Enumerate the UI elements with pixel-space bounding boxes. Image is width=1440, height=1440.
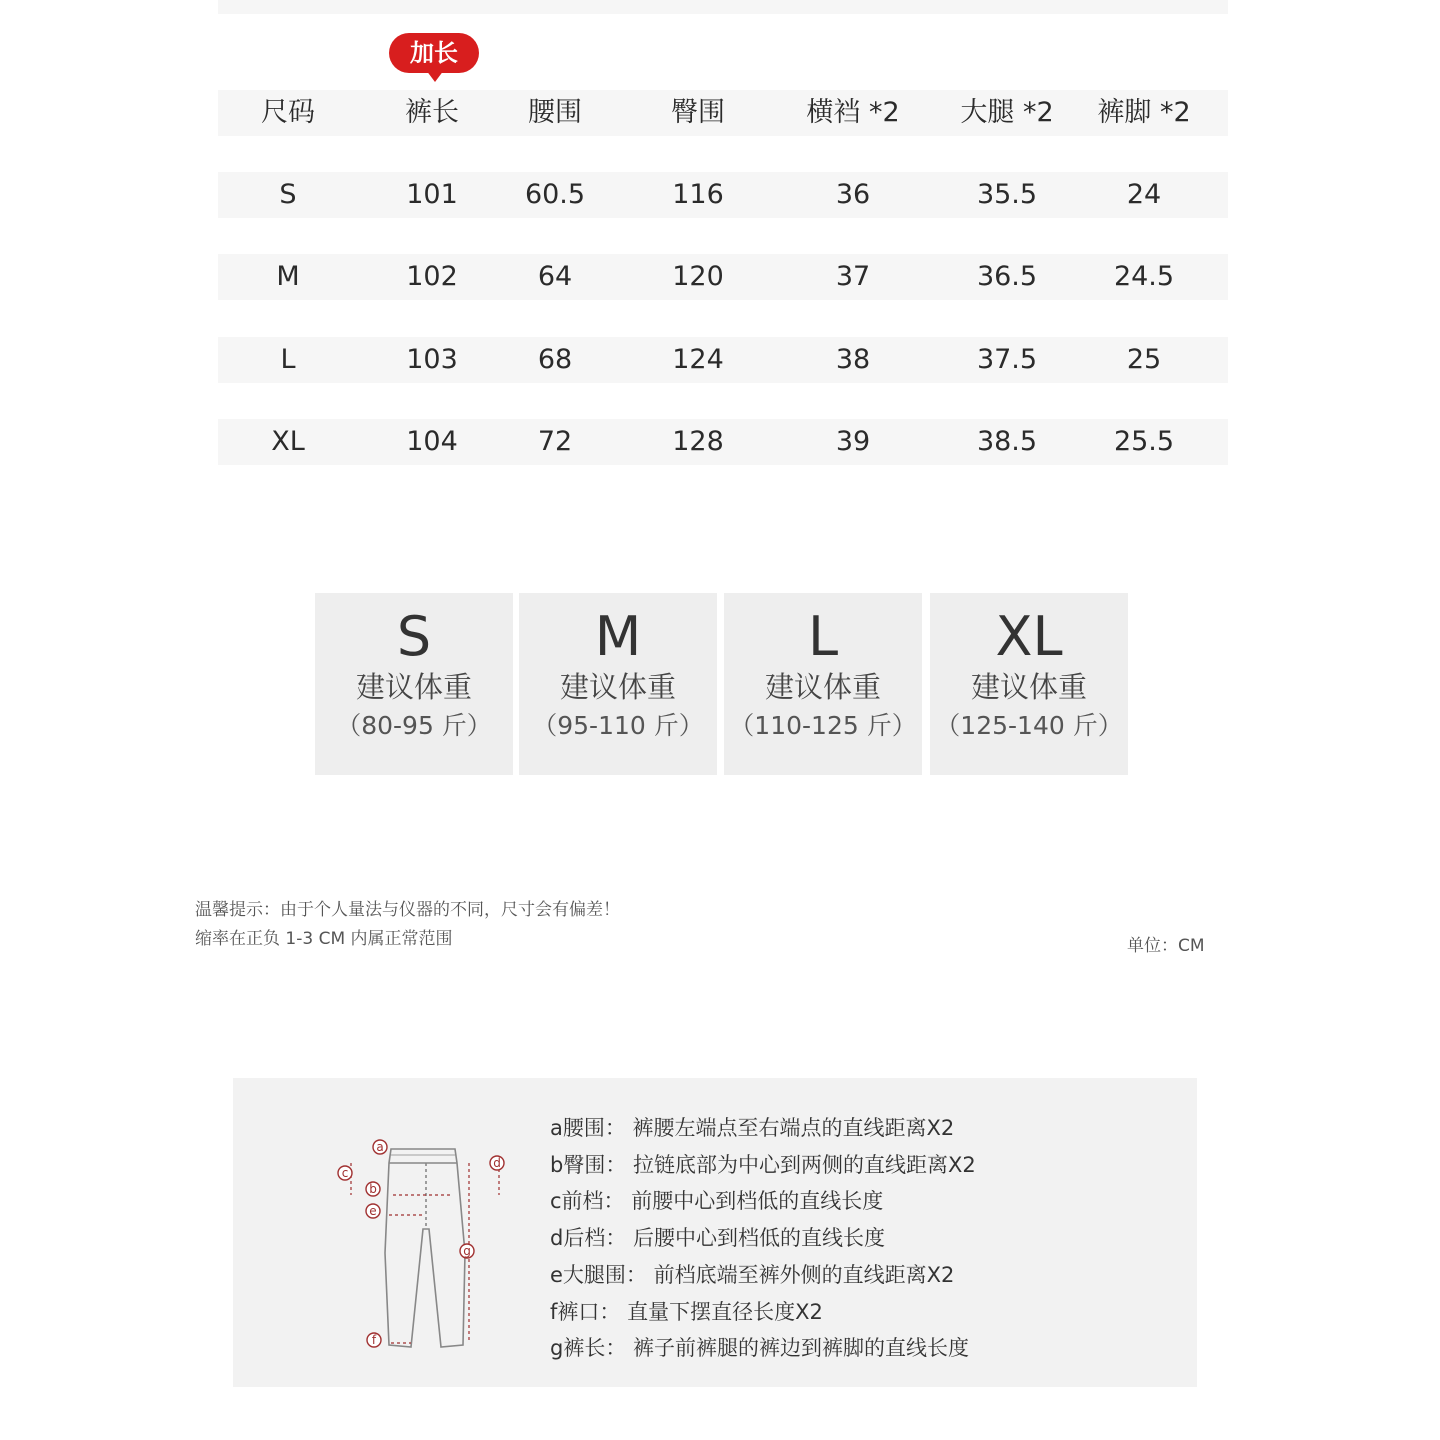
table-cell: 64 bbox=[537, 261, 573, 292]
svg-text:b: b bbox=[369, 1182, 377, 1196]
table-header-cell: 尺码 bbox=[261, 97, 315, 128]
measurement-legend-panel bbox=[233, 1078, 1197, 1387]
table-cell: 128 bbox=[672, 426, 724, 457]
card-weight-label: 建议体重 bbox=[764, 670, 881, 704]
table-cell: 25 bbox=[1126, 344, 1162, 375]
legend-item: a腰围： 裤腰左端点至右端点的直线距离X2 bbox=[550, 1116, 955, 1140]
measurement-tip: 温馨提示：由于个人量法与仪器的不同，尺寸会有偏差！ bbox=[195, 900, 620, 920]
table-cell: 104 bbox=[406, 426, 458, 457]
table-cell: XL bbox=[271, 426, 305, 457]
table-cell: 24.5 bbox=[1113, 261, 1175, 292]
table-header-row bbox=[218, 90, 1228, 136]
diagram-marker-e bbox=[366, 1204, 380, 1218]
table-row bbox=[218, 419, 1228, 465]
diagram-marker-g bbox=[460, 1244, 474, 1258]
card-weight-label: 建议体重 bbox=[355, 670, 472, 704]
svg-text:a: a bbox=[376, 1140, 384, 1154]
weight-card bbox=[930, 593, 1128, 775]
svg-text:f: f bbox=[371, 1333, 377, 1347]
table-cell: 38 bbox=[835, 344, 871, 375]
svg-text:g: g bbox=[463, 1244, 471, 1258]
shrinkage-note: 缩率在正负 1-3 CM 内属正常范围 bbox=[195, 929, 453, 949]
legend-item: d后档： 后腰中心到档低的直线长度 bbox=[550, 1226, 886, 1251]
legend-item: b臀围： 拉链底部为中心到两侧的直线距离X2 bbox=[550, 1152, 976, 1177]
table-cell: 103 bbox=[406, 344, 458, 375]
table-header-cell: 腰围 bbox=[528, 97, 582, 128]
table-cell: 72 bbox=[537, 426, 573, 457]
table-row bbox=[218, 172, 1228, 218]
table-cell: 39 bbox=[835, 426, 871, 457]
svg-text:c: c bbox=[341, 1166, 349, 1180]
card-weight-range: （110-125 斤） bbox=[729, 711, 917, 740]
card-weight-label: 建议体重 bbox=[559, 670, 676, 704]
table-header-cell: 大腿 *2 bbox=[960, 97, 1054, 128]
diagram-marker-a bbox=[373, 1140, 387, 1154]
pants-diagram-icon bbox=[329, 1133, 529, 1363]
table-cell: 25.5 bbox=[1113, 426, 1175, 457]
legend-item: e大腿围： 前档底端至裤外侧的直线距离X2 bbox=[550, 1262, 955, 1287]
weight-card bbox=[315, 593, 513, 775]
table-cell: L bbox=[280, 344, 296, 375]
table-cell: 68 bbox=[537, 344, 573, 375]
card-size-label: M bbox=[594, 605, 642, 668]
table-row bbox=[218, 254, 1228, 300]
weight-card bbox=[724, 593, 922, 775]
svg-text:e: e bbox=[369, 1204, 377, 1218]
table-header-cell: 裤脚 *2 bbox=[1097, 97, 1191, 128]
diagram-marker-b bbox=[366, 1182, 380, 1196]
table-header-cell: 裤长 bbox=[405, 97, 459, 128]
table-cell: 38.5 bbox=[976, 426, 1038, 457]
card-weight-range: （80-95 斤） bbox=[336, 711, 492, 740]
card-size-label: S bbox=[396, 605, 432, 668]
top-divider-strip bbox=[218, 0, 1228, 14]
table-row bbox=[218, 337, 1228, 383]
table-cell: 37.5 bbox=[976, 344, 1038, 375]
diagram-marker-c bbox=[338, 1166, 352, 1180]
table-cell: M bbox=[276, 261, 300, 292]
card-weight-range: （125-140 斤） bbox=[935, 711, 1123, 740]
table-cell: 101 bbox=[406, 179, 458, 210]
badge-pointer bbox=[426, 70, 444, 82]
card-size-label: L bbox=[807, 605, 839, 668]
svg-text:d: d bbox=[493, 1156, 501, 1170]
legend-item: g裤长： 裤子前裤腿的裤边到裤脚的直线长度 bbox=[550, 1336, 970, 1361]
table-cell: 120 bbox=[672, 261, 724, 292]
table-cell: 102 bbox=[406, 261, 458, 292]
table-cell: 24 bbox=[1126, 179, 1162, 210]
table-cell: 60.5 bbox=[524, 179, 586, 210]
table-cell: 124 bbox=[672, 344, 724, 375]
table-cell: 36 bbox=[835, 179, 871, 210]
card-weight-label: 建议体重 bbox=[970, 670, 1087, 704]
diagram-marker-f bbox=[367, 1333, 381, 1347]
card-weight-range: （95-110 斤） bbox=[532, 711, 704, 740]
table-cell: 116 bbox=[672, 179, 724, 210]
weight-card bbox=[519, 593, 717, 775]
table-cell: S bbox=[279, 179, 297, 210]
table-cell: 36.5 bbox=[976, 261, 1038, 292]
legend-item: f裤口： 直量下摆直径长度X2 bbox=[550, 1299, 823, 1324]
unit-label: 单位：CM bbox=[1127, 936, 1205, 956]
table-header-cell: 臀围 bbox=[671, 97, 725, 128]
card-size-label: XL bbox=[995, 605, 1063, 668]
diagram-marker-d bbox=[490, 1156, 504, 1170]
extended-length-badge: 加长 bbox=[389, 33, 479, 73]
table-cell: 37 bbox=[835, 261, 871, 292]
table-cell: 35.5 bbox=[976, 179, 1038, 210]
table-header-cell: 横裆 *2 bbox=[806, 97, 900, 128]
legend-item: c前档： 前腰中心到档低的直线长度 bbox=[550, 1189, 884, 1214]
